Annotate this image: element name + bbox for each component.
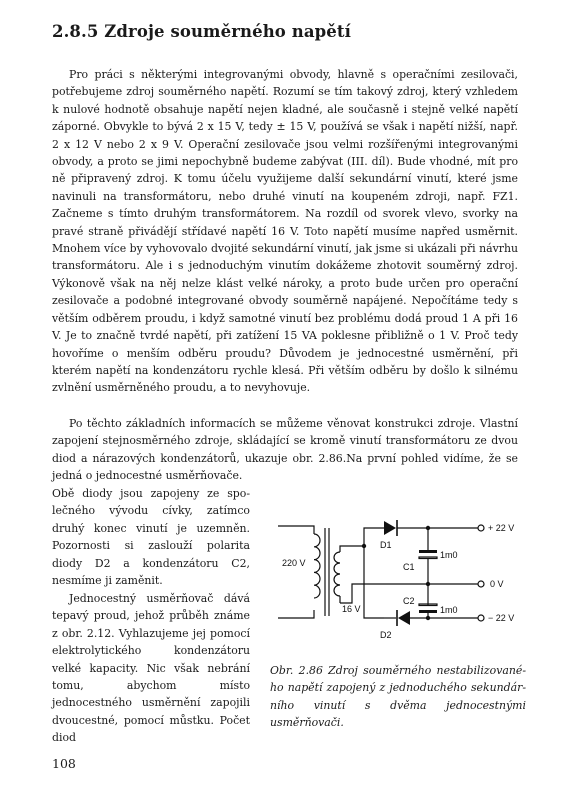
section-heading: 2.8.5 Zdroje souměrného napětí bbox=[52, 22, 351, 41]
label-c2: C2 bbox=[403, 596, 415, 606]
paragraph-rectifier: Jednocestný usměrňovač dává tepavý proud, jehož průběh známe z obr. 2.12. Vyhlazujeme jej pomocí elektrolytického kondenzátoru velké kapacity. Nic však nebrání tomu, abychom místo jednocestného usměrnění zapojili dvoucestné, pomocí můstku. Počet diod bbox=[52, 592, 250, 745]
label-16v: 16 V bbox=[342, 604, 361, 614]
figure-caption: Obr. 2.86 Zdroj souměrného nestabilizovaného napětí zapojený z jednoduchého sekundárního vinutí s dvěma jednocestnými usměrňovači. bbox=[270, 664, 526, 730]
label-d2: D2 bbox=[380, 630, 392, 640]
capacitor-c1-symbol bbox=[419, 550, 437, 559]
circuit-diagram bbox=[268, 508, 530, 658]
label-plus-22v: + 22 V bbox=[488, 523, 515, 533]
output-terminals bbox=[478, 525, 484, 621]
label-c1: C1 bbox=[403, 562, 415, 572]
paragraph-diodes: Obě diody jsou zapojeny ze společného vývodu cívky, zatímco druhý konec vinutí je uzemněn. Pozornosti si zaslouží polarita diody D2 a kondenzátoru C2, nesmíme ji zaměnit. bbox=[52, 487, 250, 588]
paragraph-construction: Po těchto základních informacích se můžeme věnovat konstrukci zdroje. Vlastní zapojení stejnosměrného zdroje, skládající se kromě vinutí transformátoru ze dvou diod a nárazových kondenzátorů, ukazuje obr. 2.86.Na první pohled vidíme, že se jedná o jednocestné usměrňovače. bbox=[52, 417, 518, 483]
label-d1: D1 bbox=[380, 540, 392, 550]
circuit-schematic bbox=[268, 508, 530, 658]
label-c2-value: 1m0 bbox=[440, 605, 458, 615]
label-220v: 220 V bbox=[282, 558, 306, 568]
diode-d1-symbol bbox=[384, 520, 410, 536]
diode-d2-symbol bbox=[384, 610, 410, 626]
paragraph-intro: Pro práci s některými integrovanými obvody, hlavně s operačními zesilovači, potřebujeme zdroj souměrného napětí. Rozumí se tím takový zdroj, který vzhledem k nulové hodnotě obsahuje napětí nejen kladné, ale současně i stejně velké napětí záporné. Obvykle to bývá 2 x 15 V, tedy ± 15 V, používá se však i napětí nižší, např. 2 x 12 V nebo 2 x 9 V. Operační zesilovače jsou velmi rozšířenými integrovanými obvody, a proto se jimi nepochybně budeme zabývat (III. díl). Bude vhodné, mít pro ně připravený zdroj. K tomu účelu využijeme další sekundární vinutí, které jsme navinuli na transformátoru, nebo druhé vinutí na koupeném zdroji, např. FZ1. Začneme s tímto druhým transformátorem. Na rozdíl od svorek vlevo, svorky na pravé straně přivádějí střídavé napětí 16 V. Toto napětí musíme napřed usměrnit. Mnohem více by vyhovovalo dvojité sekundární vinutí, jak jsme si ukázali při návrhu transformátoru. Ale i s jednoduchým vinutím dokážeme zhotovit souměrný zdroj. Výkonově však na něj nelze klást velké nároky, a proto bude určen pro operační zesilovače a podobné integrované obvody souměrně napájené. Nepočítáme tedy s větším odběrem proudu, i když samotné vinutí bez problému dodá proud 1 A při 16 V. Je to značně tvrdé napětí, při zatížení 15 VA poklesne přibližně o 1 V. Proč tedy hovoříme o menším odběru proudu? Důvodem je jednocestné usměrnění, při kterém napětí na kondenzátoru rychle klesá. Při větším odběru by došlo k silnému zvlnění usměrněného proudu, a to nevyhovuje. bbox=[52, 68, 518, 395]
capacitor-c2-symbol bbox=[419, 604, 437, 613]
label-0v: 0 V bbox=[490, 579, 504, 589]
label-minus-22v: − 22 V bbox=[488, 613, 515, 623]
label-c1-value: 1m0 bbox=[440, 550, 458, 560]
page-number: 108 bbox=[52, 756, 76, 771]
